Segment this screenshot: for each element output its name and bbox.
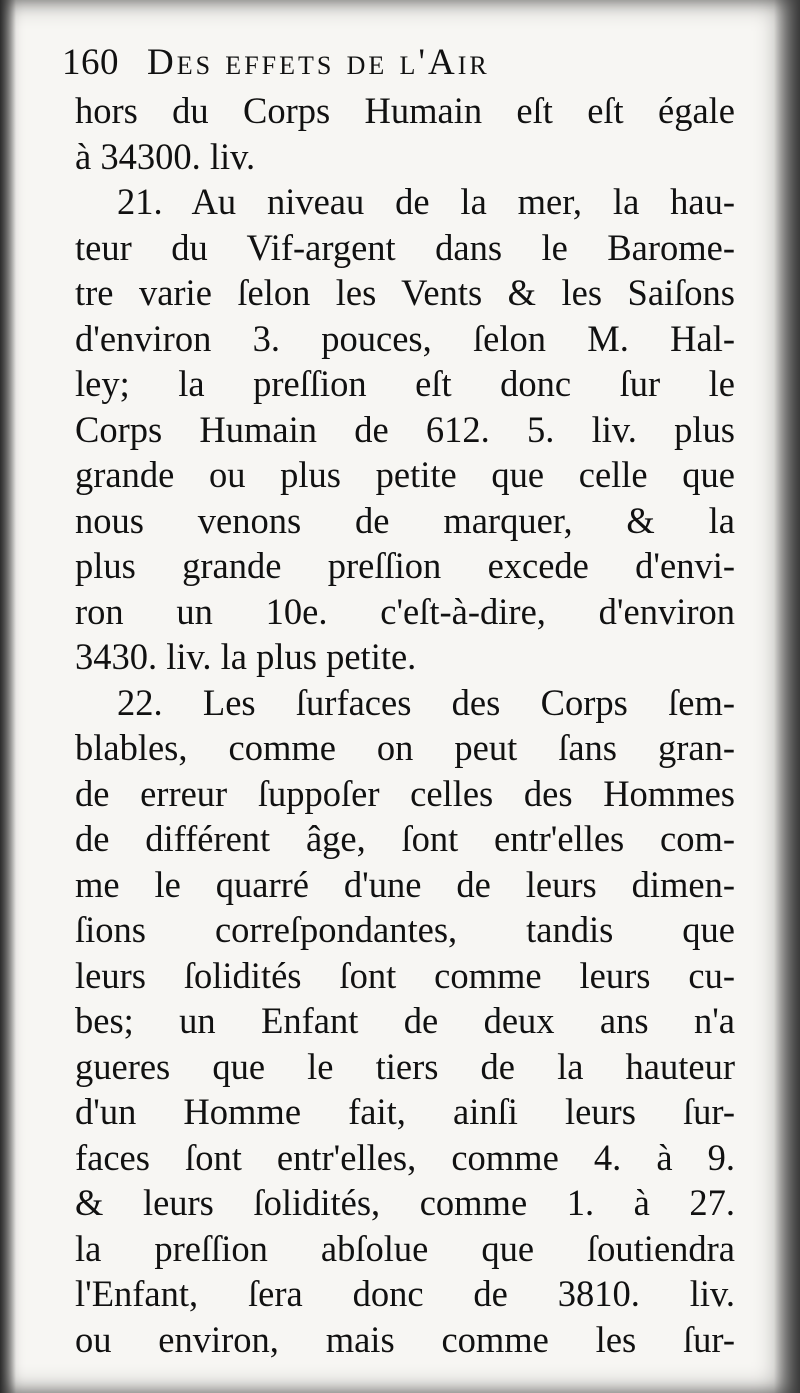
text-line: nous venons de marquer, & la bbox=[75, 499, 735, 541]
text-line: gueres que le tiers de la hauteur bbox=[75, 1045, 735, 1087]
text-line: d'environ 3. pouces, ſelon M. Hal- bbox=[75, 317, 735, 359]
paragraph-22-first-line: 22. Les ſurfaces des Corps ſem- bbox=[117, 681, 735, 723]
text-line: ron un 10e. c'eſt-à-dire, d'environ bbox=[75, 590, 735, 632]
text-line: hors du Corps Humain eſt eſt égale bbox=[75, 90, 735, 131]
text-line: & leurs ſolidités, comme 1. à 27. bbox=[75, 1182, 735, 1223]
text-line: de différent âge, ſont entr'elles com- bbox=[75, 818, 735, 859]
text-line: ou environ, mais comme les ſur- bbox=[75, 1318, 735, 1360]
page-text-block bbox=[62, 38, 735, 1362]
text-line: ley; la preſſion eſt donc ſur le bbox=[75, 363, 735, 404]
text-line: Corps Humain de 612. 5. liv. plus bbox=[75, 408, 735, 450]
text-line: faces ſont entr'elles, comme 4. à 9. bbox=[75, 1136, 735, 1178]
text-line: d'un Homme fait, ainſi leurs ſur- bbox=[75, 1091, 735, 1132]
text-line: la preſſion abſolue que ſoutiendra bbox=[75, 1227, 735, 1269]
text-line: 3430. liv. la plus petite. bbox=[75, 636, 417, 677]
running-head bbox=[62, 38, 735, 88]
page-gutter-shadow bbox=[0, 0, 16, 1393]
text-line: grande ou plus petite que celle que bbox=[75, 454, 735, 495]
text-line: plus grande preſſion excede d'envi- bbox=[75, 545, 735, 586]
text-line: me le quarré d'une de leurs dimen- bbox=[75, 863, 735, 905]
text-line: bes; un Enfant de deux ans n'a bbox=[75, 1000, 735, 1041]
text-line: l'Enfant, ſera donc de 3810. liv. bbox=[75, 1273, 735, 1314]
text-line: leurs ſolidités ſont comme leurs cu- bbox=[75, 954, 735, 996]
text-line: ſions correſpondantes, tandis que bbox=[75, 909, 735, 950]
text-line: blables, comme on peut ſans gran- bbox=[75, 727, 735, 768]
paragraph-21-first-line: 21. Au niveau de la mer, la hau- bbox=[117, 181, 735, 222]
running-head-title: Des effets de l'Air bbox=[147, 42, 490, 83]
text-line: tre varie ſelon les Vents & les Saiſons bbox=[75, 272, 735, 313]
page-edge-shadow bbox=[774, 0, 800, 1393]
page-number: 160 bbox=[62, 42, 119, 83]
text-line: de erreur ſuppoſer celles des Hommes bbox=[75, 772, 735, 814]
text-line: à 34300. liv. bbox=[75, 135, 256, 177]
text-line: teur du Vif-argent dans le Barome- bbox=[75, 226, 735, 268]
